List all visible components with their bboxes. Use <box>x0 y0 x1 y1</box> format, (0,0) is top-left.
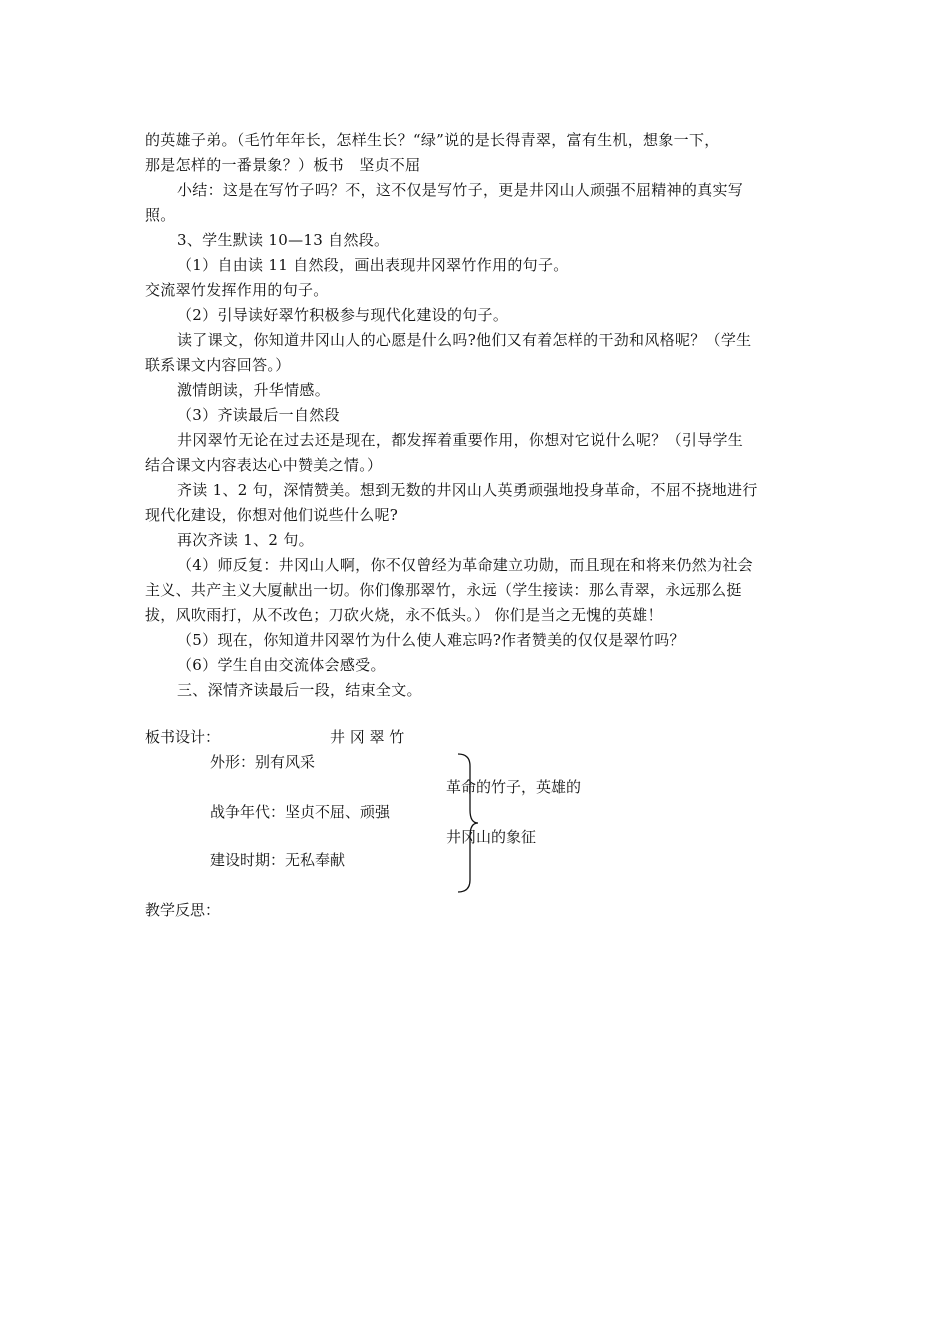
board-item-construction: 建设时期：无私奉献 <box>210 851 346 869</box>
text-line: 齐读 1、2 句，深情赞美。想到无数的井冈山人英勇顽强地投身革命，不屈不挠地进行 <box>177 481 758 499</box>
board-item-war-era: 战争年代：坚贞不屈、顽强 <box>210 803 391 821</box>
board-summary-line-2: 井冈山的象征 <box>446 828 537 846</box>
text-line: 那是怎样的一番景象？）板书 坚贞不屈 <box>145 156 421 174</box>
text-line: 主义、共产主义大厦献出一切。你们像那翠竹，永远（学生接读：那么青翠，永远那么挺 <box>145 581 742 599</box>
text-line: 读了课文，你知道井冈山人的心愿是什么吗?他们又有着怎样的干劲和风格呢？（学生 <box>177 331 752 349</box>
text-line: 照。 <box>145 206 176 224</box>
teaching-reflection-label: 教学反思： <box>145 901 221 919</box>
text-line: 小结：这是在写竹子吗？不，这不仅是写竹子，更是井冈山人顽强不屈精神的真实写 <box>177 181 744 199</box>
text-line: （2）引导读好翠竹积极参与现代化建设的句子。 <box>177 306 509 324</box>
board-item-appearance: 外形：别有风采 <box>210 753 316 771</box>
text-line: 激情朗读，升华情感。 <box>177 381 331 399</box>
text-line: 联系课文内容回答。） <box>145 356 291 374</box>
text-line: 井冈翠竹无论在过去还是现在，都发挥着重要作用，你想对它说什么呢？（引导学生 <box>177 431 744 449</box>
text-line: 3、学生默读 10—13 自然段。 <box>177 231 390 249</box>
text-line: （1）自由读 11 自然段，画出表现井冈翠竹作用的句子。 <box>177 256 569 274</box>
text-line: 拔，风吹雨打，从不改色；刀砍火烧，永不低头。） 你们是当之无愧的英雄！ <box>145 606 663 624</box>
text-line: （4）师反复：井冈山人啊，你不仅曾经为革命建立功勋，而且现在和将来仍然为社会 <box>177 556 753 574</box>
text-line: 结合课文内容表达心中赞美之情。） <box>145 456 383 474</box>
text-line: 的英雄子弟。（毛竹年年长，怎样生长？“绿”说的是长得青翠，富有生机，想象一下， <box>145 131 720 149</box>
board-summary-line-1: 革命的竹子，英雄的 <box>446 778 582 796</box>
text-line: 再次齐读 1、2 句。 <box>177 531 314 549</box>
board-title: 井 冈 翠 竹 <box>330 728 405 746</box>
text-line: 交流翠竹发挥作用的句子。 <box>145 281 329 299</box>
text-line: 现代化建设，你想对他们说些什么呢? <box>145 506 399 524</box>
text-line: （5）现在，你知道井冈翠竹为什么使人难忘吗?作者赞美的仅仅是翠竹吗？ <box>177 631 685 649</box>
right-brace-icon <box>440 752 480 894</box>
text-line: 三、深情齐读最后一段，结束全文。 <box>177 681 422 699</box>
text-line: （6）学生自由交流体会感受。 <box>177 656 386 674</box>
text-line: （3）齐读最后一自然段 <box>177 406 340 424</box>
board-design-label: 板书设计： <box>145 728 221 746</box>
